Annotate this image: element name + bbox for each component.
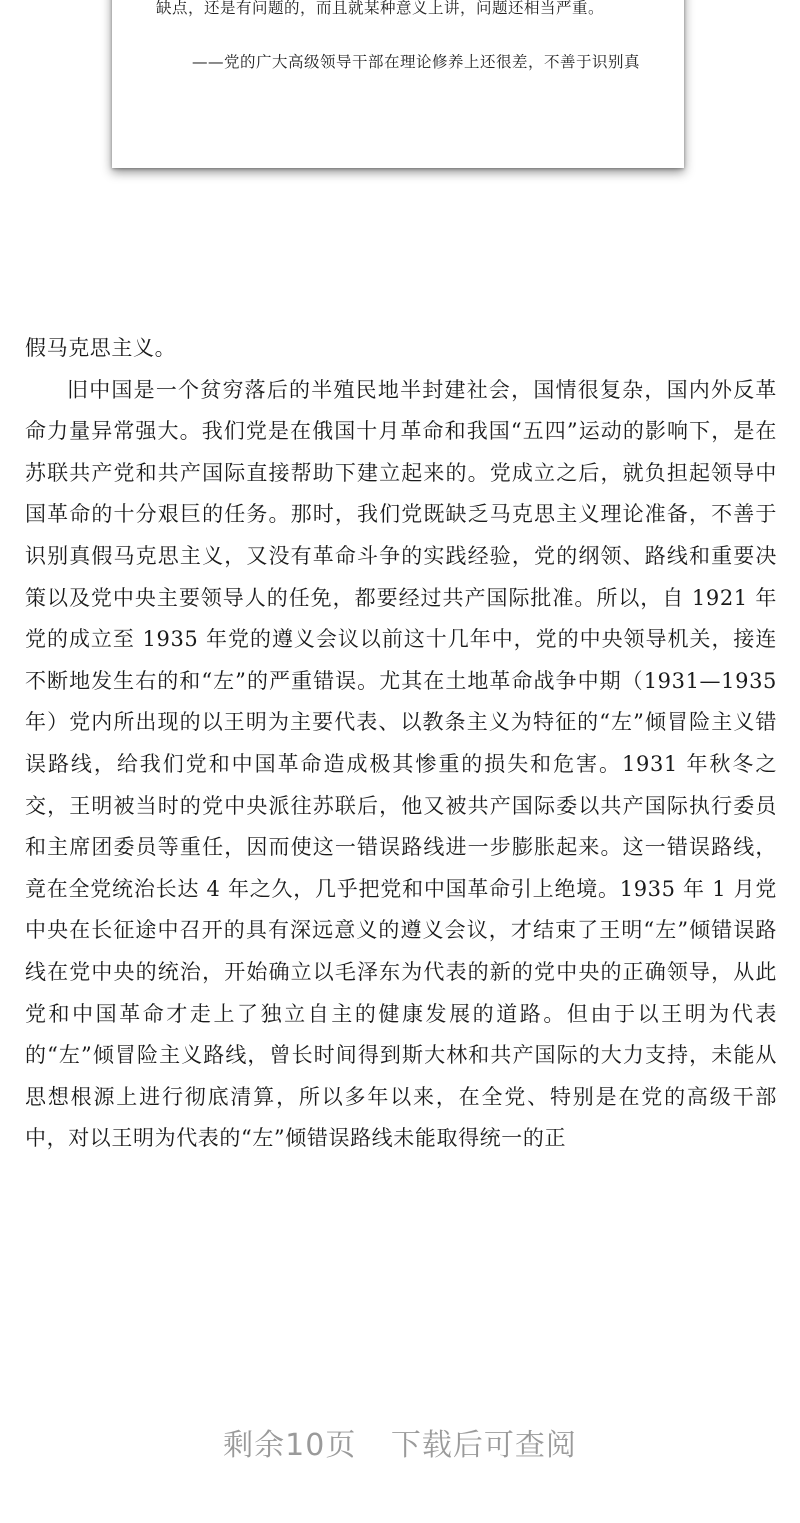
preview-line-3: ——党的广大高级领导干部在理论修养上还很差，不善于识别真 [192,53,641,71]
document-body [25,328,777,1160]
paragraph-main: 旧中国是一个贫穷落后的半殖民地半封建社会，国情很复杂，国内外反革命力量异常强大。我们党是在俄国十月革命和我国“五四”运动的影响下，是在苏联共产党和共产国际直接帮助下建立起来的。党成立之后，就负担起领导中国革命的十分艰巨的任务。那时，我们党既缺乏马克思主义理论准备，不善于识别真假马克思主义，又没有革命斗争的实践经验，党的纲领、路线和重要决策以及党中央主要领导人的任免，都要经过共产国际批准。所以，自 1921 年党的成立至 1935 年党的遵义会议以前这十几年中，党的中央领导机关，接连不断地发生右的和“左”的严重错误。尤其在土地革命战争中期（1931—1935 年）党内所出现的以王明为主要代表、以教条主义为特征的“左”倾冒险主义错误路线，给我们党和中国革命造成极其惨重的损失和危害。1931 年秋冬之交，王明被当时的党中央派往苏联后，他又被共产国际委以共产国际执行委员和主席团委员等重任，因而使这一错误路线进一步膨胀起来。这一错误路线，竟在全党统治长达 4 年之久，几乎把党和中国革命引上绝境。1935 年 1 月党中央在长征途中召开的具有深远意义的遵义会议，才结束了王明“左”倾错误路线在党中央的统治，开始确立以毛泽东为代表的新的党中央的正确领导，从此党和中国革命才走上了独立自主的健康发展的道路。但由于以王明为代表的“左”倾冒险主义路线，曾长时间得到斯大林和共产国际的大力支持，未能从思想根源上进行彻底清算，所以多年以来，在全党、特别是在党的高级干部中，对以王明为代表的“左”倾错误路线未能取得统一的正 [25,377,777,1151]
paragraph-continuation: 假马克思主义。 [25,336,177,360]
preview-line-2: 缺点，还是有问题的，而且就某种意义上讲，问题还相当严重。 [156,0,605,17]
previous-page-preview [112,0,684,168]
remaining-pages-notice[interactable]: 剩余10页 下载后可查阅 [223,1428,577,1463]
